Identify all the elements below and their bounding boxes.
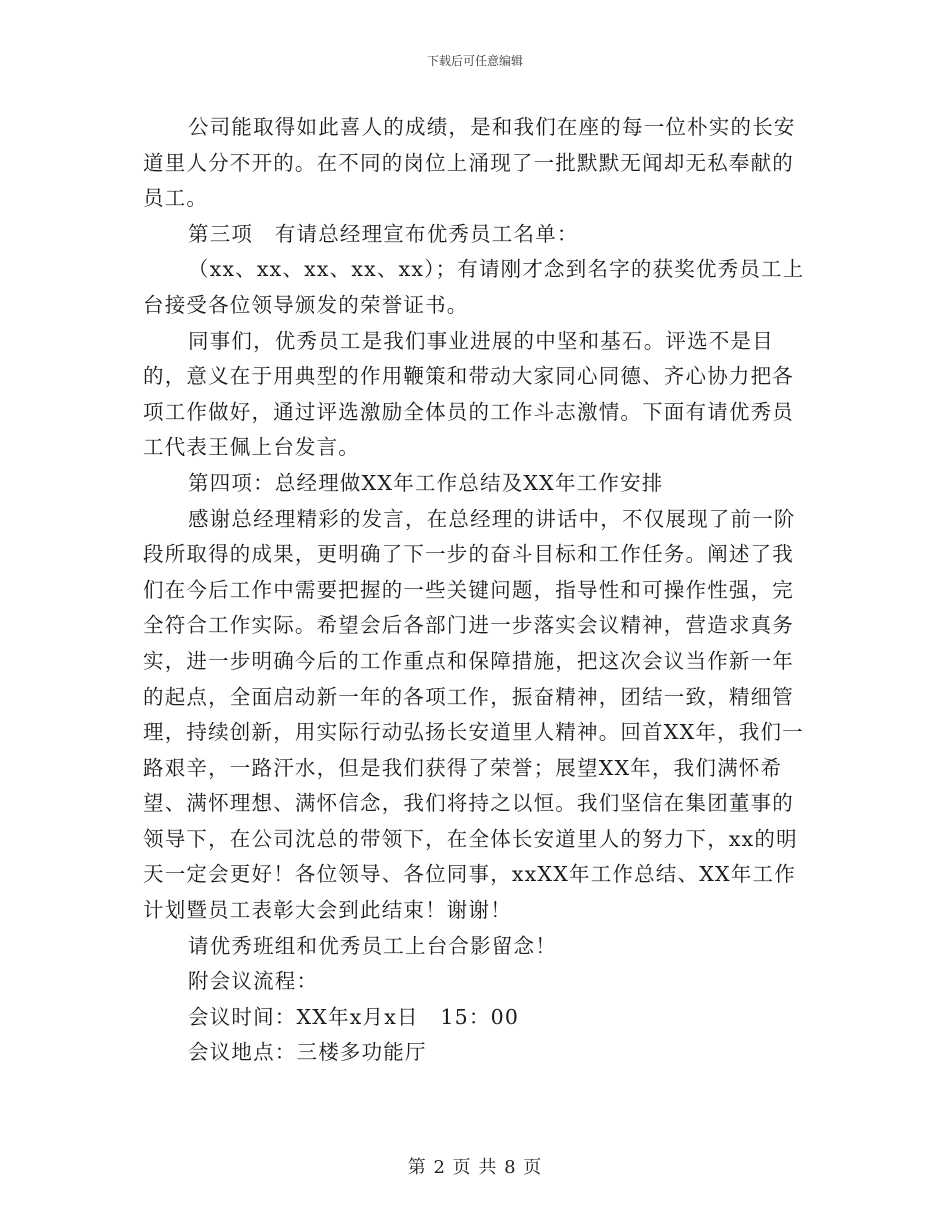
paragraph-award-names: （xx、xx、xx、xx、xx）；有请刚才念到名字的获奖优秀员工上台接受各位领导颁发的荣誉证书。 bbox=[143, 257, 805, 317]
page-number-footer: 第 2 页 共 8 页 bbox=[407, 1157, 543, 1178]
paragraph-group-photo: 请优秀班组和优秀员工上台合影留念！ bbox=[188, 933, 557, 958]
paragraph-meeting-location: 会议地点：三楼多功能厅 bbox=[188, 1040, 427, 1065]
paragraph-item-three: 第三项 有请总经理宣布优秀员工名单： bbox=[188, 221, 579, 246]
paragraph-closing-speech: 感谢总经理精彩的发言，在总经理的讲话中，不仅展现了前一阶段所取得的成果，更明确了下一步的奋斗目标和工作任务。阐述了我们在今后工作中需要把握的一些关键问题，指导性和可操作性强，完全符合工作实际。希望会后各部门进一步落实会议精神，营造求真务实，进一步明确今后的工作重点和保障措施，把这次会议当作新一年的起点，全面启动新一年的各项工作，振奋精神，团结一致，精细管理，持续创新，用实际行动弘扬长安道里人精神。回首XX年，我们一路艰辛，一路汗水，但是我们获得了荣誉；展望XX年，我们满怀希望、满怀理想、满怀信念，我们将持之以恒。我们坚信在集团董事的领导下，在公司沈总的带领下，在全体长安道里人的努力下，xx的明天一定会更好！各位领导、各位同事，xxXX年工作总结、XX年工作计划暨员工表彰大会到此结束！谢谢！ bbox=[143, 506, 804, 923]
paragraph-colleagues: 同事们，优秀员工是我们事业进展的中坚和基石。评选不是目的，意义在于用典型的作用鞭策和带动大家同心同德、齐心协力把各项工作做好，通过评选激励全体员的工作斗志激情。下面有请优秀员工代表王佩上台发言。 bbox=[143, 328, 794, 460]
paragraph-meeting-time: 会议时间：XX年x月x日 15：00 bbox=[188, 1004, 520, 1029]
paragraph-agenda-heading: 附会议流程： bbox=[188, 969, 319, 994]
page-header: 下载后可任意编辑 bbox=[426, 54, 523, 68]
paragraph-item-four: 第四项：总经理做XX年工作总结及XX年工作安排 bbox=[188, 470, 664, 495]
paragraph-company-achievement: 公司能取得如此喜人的成绩，是和我们在座的每一位朴实的长安道里人分不开的。在不同的岗位上涌现了一批默默无闻却无私奉献的员工。 bbox=[143, 115, 796, 211]
document-body bbox=[143, 110, 808, 1071]
